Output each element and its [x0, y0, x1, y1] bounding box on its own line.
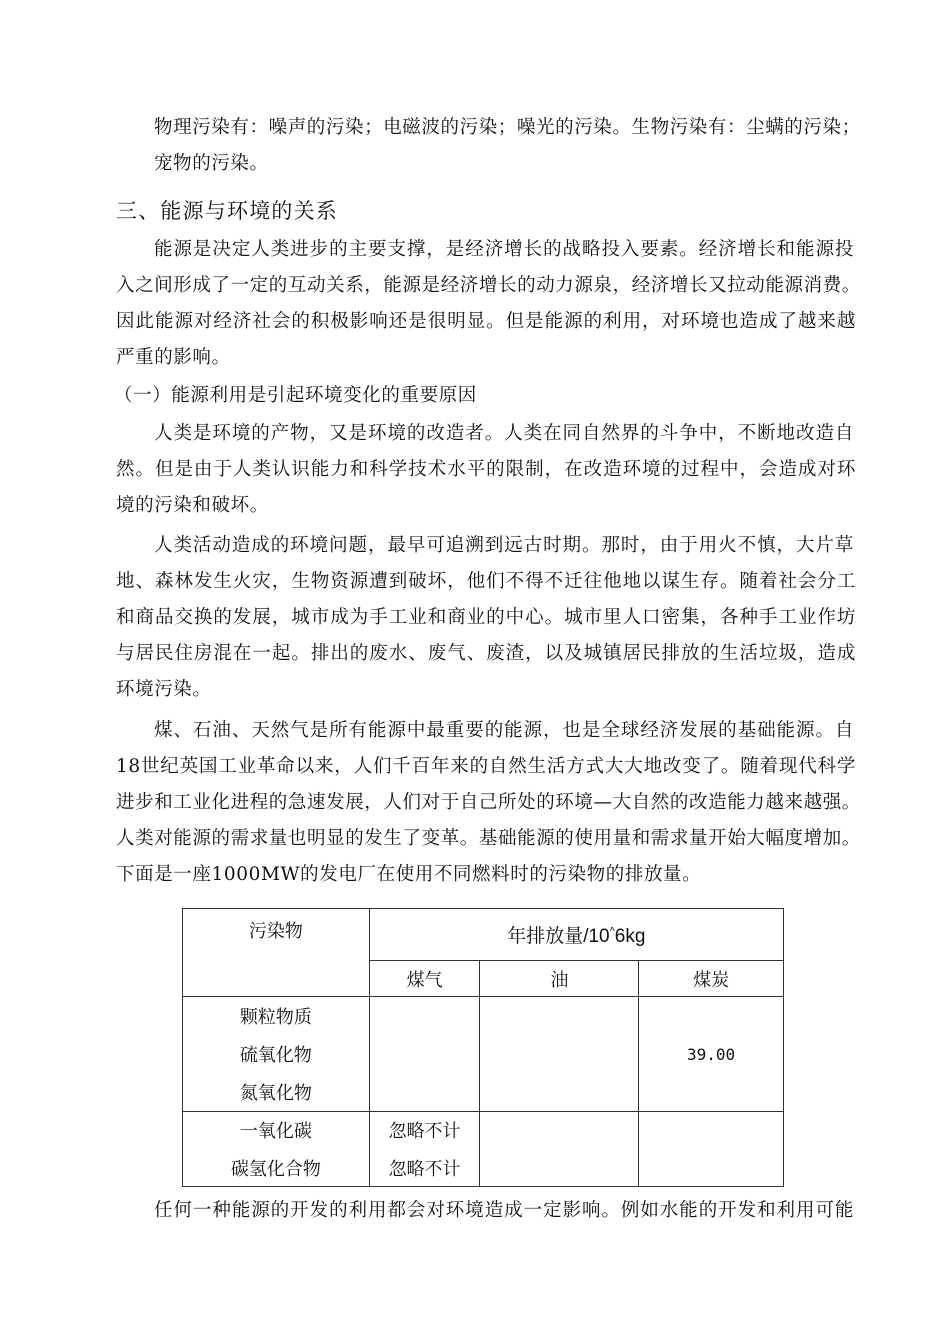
- paragraph-line: 人类对能源的需求量也明显的发生了变革。基础能源的使用量和需求量开始大幅度增加。: [116, 828, 861, 849]
- emission-value: 忽略不计: [388, 1121, 461, 1142]
- header-fuel-gas: 煤气: [369, 961, 480, 997]
- pollutant-name: 硫氧化物: [239, 1045, 312, 1066]
- paragraph-line: 与居民住房混在一起。排出的废水、废气、废渣，以及城镇居民排放的生活垃圾，造成: [116, 643, 856, 664]
- cell-coal-group-2: [639, 1112, 784, 1187]
- header-fuel-coal: 煤炭: [639, 961, 784, 997]
- section-heading: 三、能源与环境的关系: [116, 199, 338, 223]
- paragraph-line: 进步和工业化进程的急速发展，人们对于自己所处的环境—大自然的改造能力越来越强。: [116, 792, 861, 813]
- cell-gas-group-2: [369, 1112, 480, 1187]
- header-emission-text: 年排放量/10: [507, 926, 610, 947]
- cell-coal-group-1: 39.00: [639, 997, 784, 1112]
- pollutant-name: 一氧化碳: [239, 1121, 312, 1142]
- pollutant-name: 碳氢化合物: [230, 1159, 321, 1180]
- pollutant-name: 氮氧化物: [239, 1083, 312, 1104]
- header-emission-unit: 6kg: [614, 926, 646, 947]
- emission-value: 忽略不计: [388, 1159, 461, 1180]
- paragraph-line: 入之间形成了一定的互动关系，能源是经济增长的动力源泉，经济增长又拉动能源消费。: [116, 275, 861, 296]
- paragraph-line: 能源是决定人类进步的主要支撑，是经济增长的战略投入要素。经济增长和能源投: [154, 239, 854, 260]
- paragraph-line: 人类活动造成的环境问题，最早可追溯到远古时期。那时，由于用火不慎，大片草: [154, 535, 854, 556]
- pollutant-group-2: [183, 1112, 370, 1187]
- cell-oil-group-1: [480, 997, 639, 1112]
- paragraph-line: 宠物的污染。: [154, 153, 269, 174]
- subsection-heading: （一）能源利用是引起环境变化的重要原因: [114, 385, 477, 406]
- paragraph-line: 物理污染有：噪声的污染；电磁波的污染；噪光的污染。生物污染有：尘螨的污染；: [154, 117, 861, 138]
- paragraph-line: 因此能源对经济社会的积极影响还是很明显。但是能源的利用，对环境也造成了越来越: [116, 311, 856, 332]
- header-fuel-oil: 油: [480, 961, 639, 997]
- paragraph-line: 环境污染。: [116, 679, 212, 700]
- paragraph-line: 人类是环境的产物，又是环境的改造者。人类在同自然界的斗争中，不断地改造自: [154, 423, 854, 444]
- cell-gas-group-1: [369, 997, 480, 1112]
- header-pollutant: 污染物: [183, 909, 370, 997]
- paragraph-line: 严重的影响。: [116, 347, 231, 368]
- emissions-table: [182, 908, 784, 1187]
- paragraph-line: 下面是一座1000MW的发电厂在使用不同燃料时的污染物的排放量。: [116, 864, 702, 885]
- header-annual-emission: [369, 909, 783, 961]
- cell-oil-group-2: [480, 1112, 639, 1187]
- paragraph-line: 境的污染和破坏。: [116, 495, 269, 516]
- paragraph-line: 任何一种能源的开发的利用都会对环境造成一定影响。例如水能的开发和利用可能: [154, 1200, 854, 1221]
- pollutant-name: 颗粒物质: [239, 1007, 312, 1028]
- pollutant-group-1: [183, 997, 370, 1112]
- paragraph-line: 地、森林发生火灾，生物资源遭到破坏，他们不得不迁往他地以谋生存。随着社会分工: [116, 571, 856, 592]
- header-emission-exponent: ^: [609, 925, 615, 938]
- paragraph-line: 和商品交换的发展，城市成为手工业和商业的中心。城市里人口密集，各种手工业作坊: [116, 607, 856, 628]
- paragraph-line: 18世纪英国工业革命以来，人们千百年来的自然生活方式大大地改变了。随着现代科学: [116, 756, 856, 777]
- paragraph-line: 煤、石油、天然气是所有能源中最重要的能源，也是全球经济发展的基础能源。自: [154, 720, 854, 741]
- paragraph-line: 然。但是由于人类认识能力和科学技术水平的限制，在改造环境的过程中，会造成对环: [116, 459, 856, 480]
